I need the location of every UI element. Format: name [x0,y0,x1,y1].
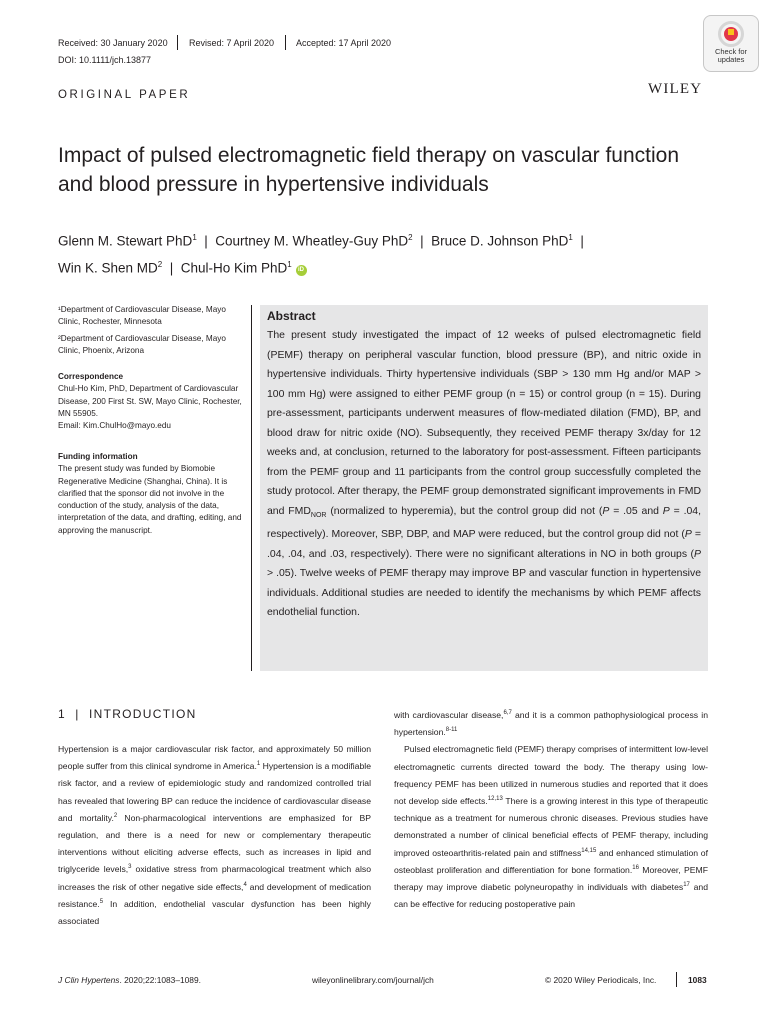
author-affiliation: 1 [192,233,197,242]
page-number: 1083 [688,975,707,985]
author-name[interactable]: Glenn M. Stewart PhD [58,233,193,249]
citation-ref[interactable]: 6,7 [503,710,512,717]
citation-ref[interactable]: 12,13 [487,796,503,803]
correspondence-heading: Correspondence [58,372,124,381]
subscript-nor: NOR [310,511,327,519]
funding-block [58,451,248,537]
check-for-updates-button[interactable] [703,15,759,72]
abstract-text: The present study investigated the impact of 12 weeks of pulsed electromagnetic field (PEMF) therapy on peripheral vascular function, blood pressure (BP), and nitric oxide in hypertensive individuals. Thirty hypertensive individuals (SBP > 130 mm Hg and/or MAP > 100 mm Hg) were assigned to either PEMF group (n = 15) or control group (n = 15). During pre-assessment, participants underwent measures of flow-mediated dilation (FMD), BP, and blood draw for nitric oxide (NO). Subsequently, they received PEMF therapy 3x/day for 12 weeks and, at conclusion, returned to the laboratory for post-assessment. Fifteen participants from the PEMF group and 11 participants from the control group successfully completed the study protocol. After therapy, the PEMF group demonstrated significant improvements in FMD and $FMD_{NOR}$ (normalized to hyperemia), but the control group did not (P = .05 and P = .04, respectively). Moreover, SBP, DBP, and MAP were reduced, but the control group did not (P = .04, .04, and .03, respectively). There were no significant alterations in NO in both groups (P > .05). Twelve weeks of PEMF therapy may improve BP and vascular function in hypertensive individuals. Additional studies are needed to identify the mechanisms by which PEMF affects endothelial function. [267,330,702,619]
citation-ref[interactable]: 4 [243,881,247,888]
check-updates-line2: updates [717,55,745,64]
intro-right-column [394,707,708,913]
citation-ref[interactable]: 16 [632,864,639,871]
affiliation-2: ²Department of Cardiovascular Disease, Mayo Clinic, Phoenix, Arizona [58,334,226,356]
author-name[interactable]: Win K. Shen MD [58,260,158,275]
citation-ref[interactable]: 3 [128,864,132,871]
correspondence-block [58,371,248,432]
correspondence-text: Chul-Ho Kim, PhD, Department of Cardiovascular Disease, 200 First St. SW, Mayo Clinic, Rochester, MN 55905. [58,384,242,418]
author-affiliation: 1 [287,259,292,269]
journal-url[interactable]: wileyonlinelibrary.com/journal/jch [312,975,434,985]
doi: DOI: 10.1111/jch.13877 [58,55,152,65]
author-affiliation: 2 [157,259,163,269]
check-updates-line1: Check for [714,47,748,56]
header-divider [177,35,178,50]
citation-ref[interactable]: 5 [99,898,104,905]
publisher-logo: WILEY [648,81,703,97]
citation-ref[interactable]: 14,15 [581,847,597,854]
article-type: ORIGINAL PAPER [58,89,191,101]
received-date: Received: 30 January 2020 [58,38,168,48]
check-for-updates-icon [718,21,744,47]
orcid-icon[interactable]: iD [296,265,307,276]
author-list: Glenn M. Stewart PhD$^1$ | Courtney M. Wheatley-Guy PhD$^2$ | Bruce D. Johnson PhD$^1$ | Win K. Shen $MD^2$ | Chul-Ho Kim PhD$^1$ iD [58,233,584,275]
accepted-date: Accepted: 17 April 2020 [296,38,392,48]
abstract-rule [251,305,252,671]
author-name[interactable]: Chul-Ho Kim PhD [180,260,288,275]
affiliation-1: ¹Department of Cardiovascular Disease, Mayo Clinic, Rochester, Minnesota [58,305,226,327]
citation-ref[interactable]: 2 [113,812,118,819]
abstract-heading: Abstract [267,309,316,323]
section-title: INTRODUCTION [88,707,197,721]
citation-ref[interactable]: 1 [256,761,261,768]
funding-text: The present study was funded by Biomobie Regenerative Medicine (Shanghai, China). It is clarified that the sponsor did not involve in the conduction of the study, analysis of the data, interpretation of the data, and drafting, editing, and approving the manuscript. [58,464,242,535]
copyright: © 2020 Wiley Periodicals, Inc. [545,975,657,985]
author-name[interactable]: Bruce D. Johnson PhD [431,233,569,249]
footer-divider [676,972,677,987]
section-heading [58,707,197,721]
header-divider [285,35,286,50]
revised-date: Revised: 7 April 2020 [189,38,275,48]
funding-heading: Funding information [58,452,138,461]
citation-ref[interactable]: 8-11 [445,727,458,734]
citation-ref[interactable]: 17 [683,882,690,889]
intro-paragraph-continued: with cardiovascular disease,$^{6,7}$ and it is a common pathophysiological process in hypertension.$^{8-11}$ [394,710,708,738]
intro-paragraph-1: Hypertension is a major cardiovascular risk factor, and approximately 50 million people suffer from this clinical syndrome in America.$^1$ Hypertension is a modifiable risk factor, and a review of epidemiologic study and randomized controlled trial has revealed that lowering BP can reduce the incidence of cardiovascular disease and mortality.$^2$ Non-pharmacological interventions are emphasized for BP regulation, and there is a need for new or complementary therapeutic interventions without eliciting adverse effects, such as increases in lipid and triglyceride levels,$^3$ oxidative stress from pharmacological treatment which also increases the risk of other negative side effects,$^4$ and development of medication resistance.$^5$ In addition, endothelial vascular dysfunction has been highly associated [58,744,372,927]
article-title: Impact of pulsed electromagnetic field therapy on vascular function and blood pressure in hypertensive individuals [58,144,680,196]
author-affiliation: 1 [568,233,573,242]
intro-paragraph-2: Pulsed electromagnetic field (PEMF) therapy comprises of intermittent low-level electromagnetic currents directed toward the body. The therapy using low-frequency PEMF has been utilized in numerous studies and reported that it does not develop side effects.$^{12,13}$ There is a growing interest in this type of therapeutic technique as a treatment for numerous chronic diseases. Previous studies have demonstrated a number of clinical beneficial effects of PEMF therapy, including improved osteoarthritis-related pain and stiffness$^{14,15}$ and enhanced stimulation of osteoblast proliferation and differentiation for bone formation.$^{16}$ Moreover, PEMF therapy may improve diabetic polyneuropathy in individuals with diabetes$^{17}$ and can be effective for reducing postoperative pain [394,744,708,910]
abstract-box [260,305,708,671]
section-number: 1 [58,707,66,721]
author-affiliation: 2 [408,233,413,242]
section-divider: | [75,707,80,721]
journal-citation: J Clin Hypertens. 2020;22:1083–1089. [58,975,201,985]
intro-left-column [58,741,371,930]
correspondence-email[interactable]: Email: Kim.ChulHo@mayo.edu [58,421,171,431]
author-name[interactable]: Courtney M. Wheatley-Guy PhD [215,233,409,249]
